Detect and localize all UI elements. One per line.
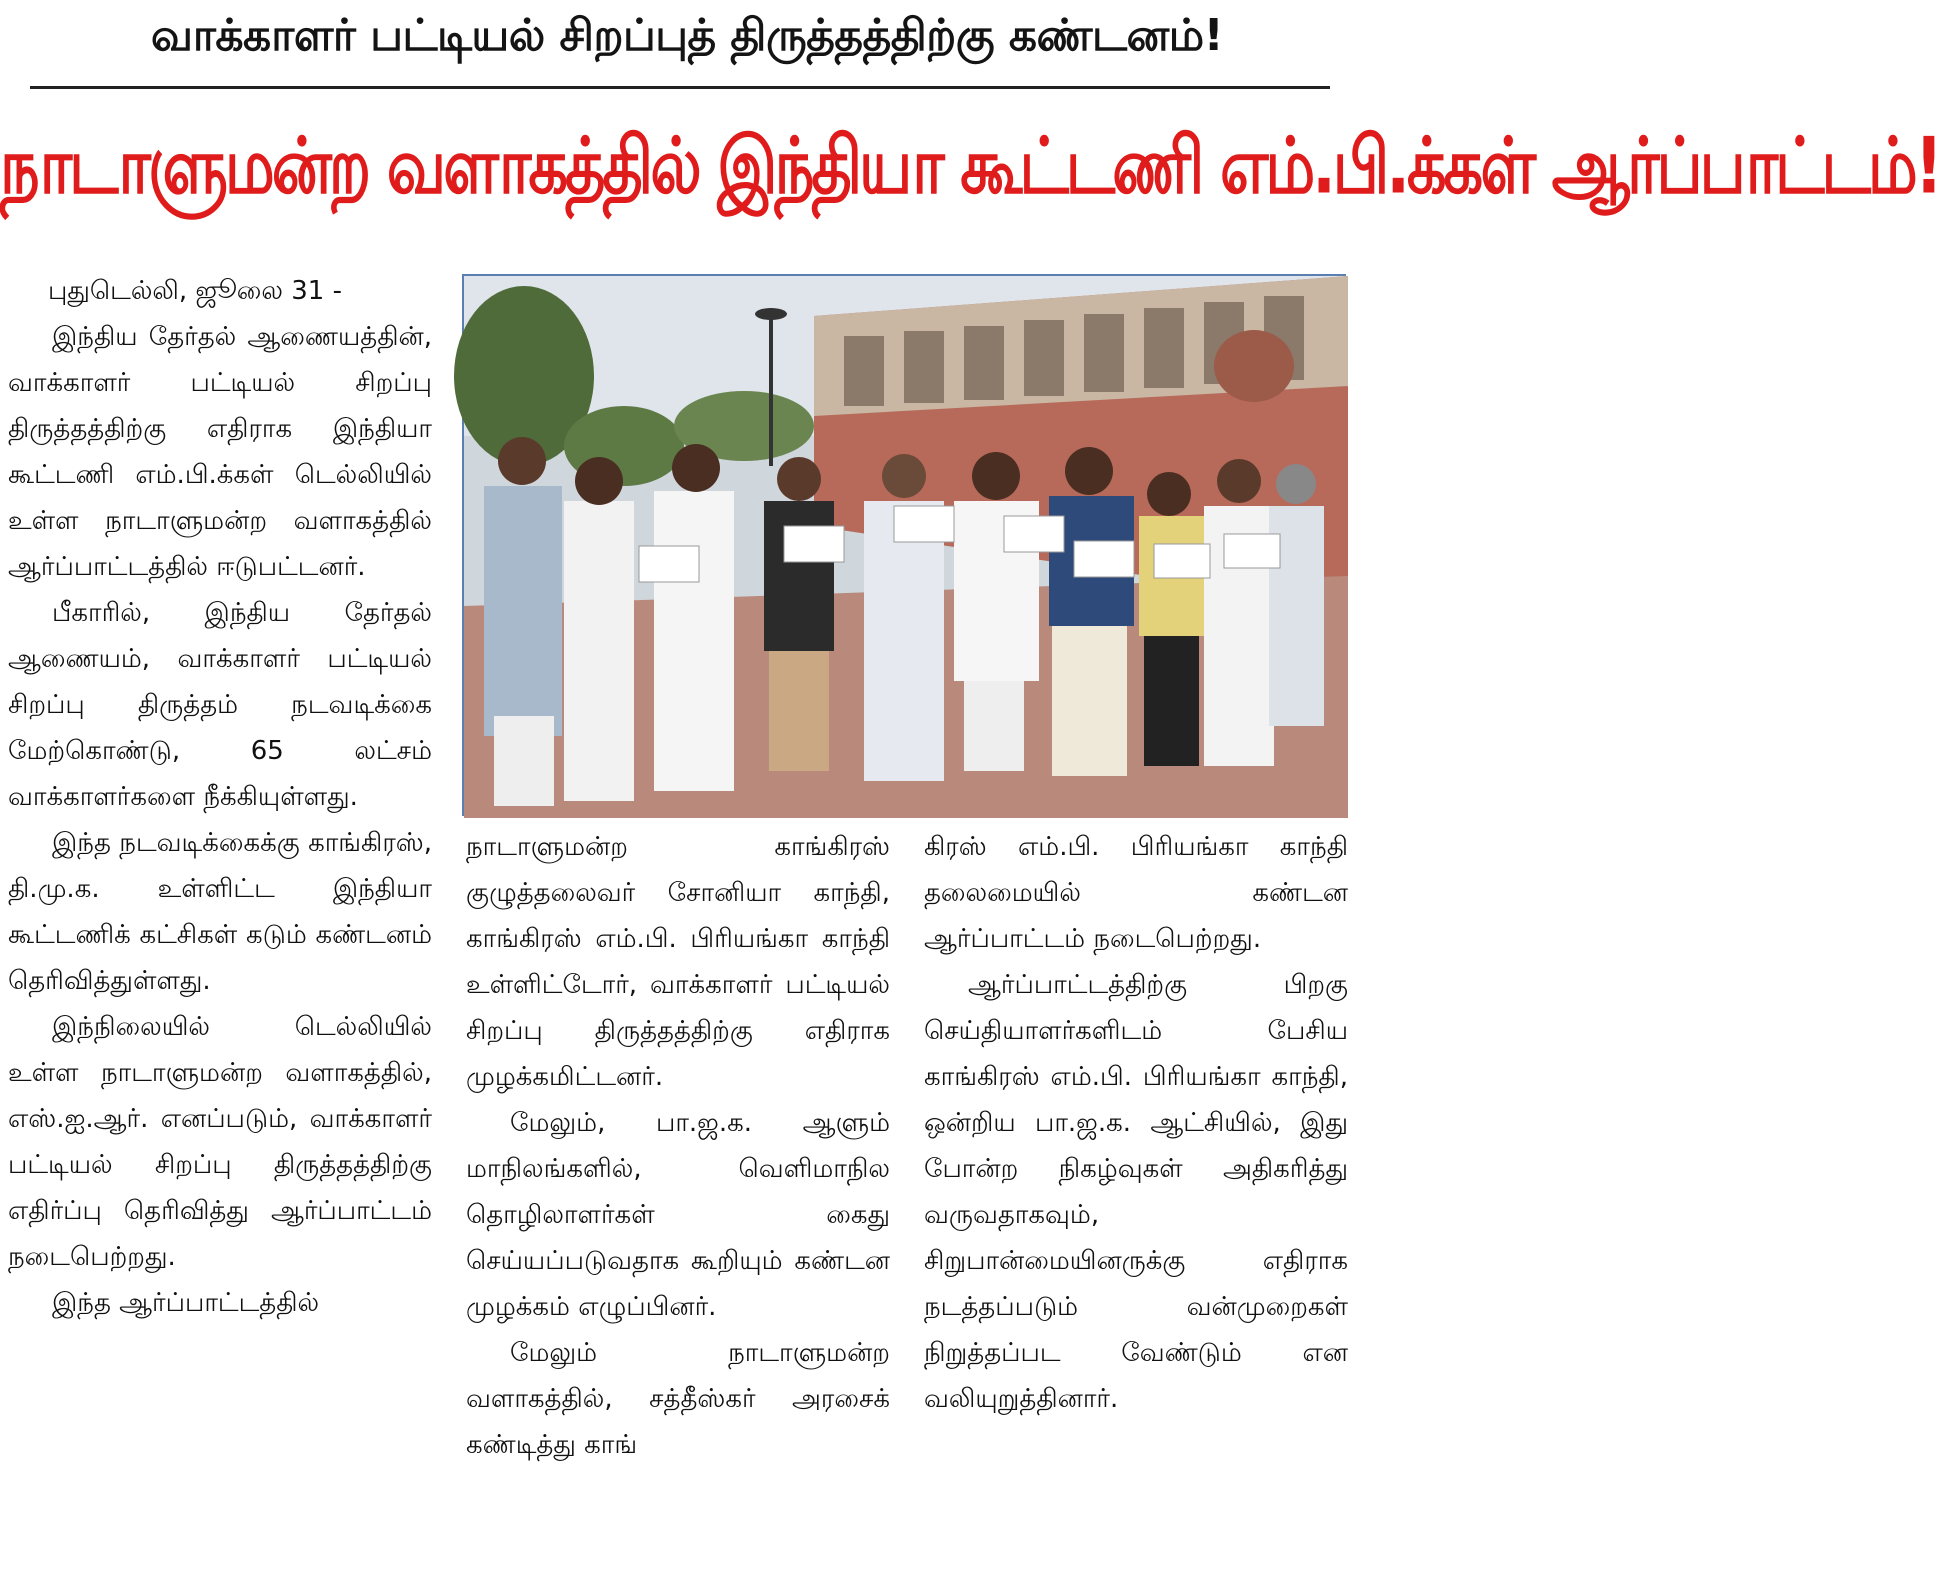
article-paragraph: இந்த ஆர்ப்பாட்டத்தில்: [52, 1288, 320, 1318]
article-paragraph: மேலும் நாடாளுமன்ற வளாகத்தில், சத்தீஸ்கர் அரசைக் கண்டித்து காங்: [466, 1338, 890, 1460]
dateline: புதுடெல்லி, ஜூலை 31 -: [48, 276, 342, 306]
article-paragraph: நாடாளுமன்ற காங்கிரஸ் குழுத்தலைவர் சோனியா காந்தி, காங்கிரஸ் எம்.பி. பிரியங்கா காந்தி உள்ளிட்டோர், வாக்காளர் பட்டியல் சிறப்பு திருத்தத்திற்கு எதிராக முழக்கமிட்டனர்.: [466, 832, 890, 1092]
article-paragraph: இந்நிலையில் டெல்லியில் உள்ள நாடாளுமன்ற வளாகத்தில், எஸ்.ஐ.ஆர். எனப்படும், வாக்காளர் பட்டியல் சிறப்பு திருத்தத்திற்கு எதிர்ப்பு தெரிவித்து ஆர்ப்பாட்டம் நடைபெற்றது.: [8, 1012, 432, 1272]
article-paragraph: இந்திய தேர்தல் ஆணையத்தின், வாக்காளர் பட்டியல் சிறப்பு திருத்தத்திற்கு எதிராக இந்தியா கூட்டணி எம்.பி.க்கள் டெல்லியில் உள்ள நாடாளுமன்ற வளாகத்தில் ஆர்ப்பாட்டத்தில் ஈடுபட்டனர்.: [8, 322, 432, 582]
article-paragraph: பீகாரில், இந்திய தேர்தல் ஆணையம், வாக்காளர் பட்டியல் சிறப்பு திருத்தம் நடவடிக்கை மேற்கொண்டு, 65 லட்சம் வாக்காளர்களை நீக்கியுள்ளது.: [8, 598, 432, 812]
headline-divider: [30, 86, 1330, 89]
article-column-2: [466, 824, 890, 1468]
protest-photo: [462, 274, 1346, 816]
main-headline: நாடாளுமன்ற வளாகத்தில் இந்தியா கூட்டணி எம்.பி.க்கள் ஆர்ப்பாட்டம்!: [0, 120, 1940, 212]
article-paragraph: ஆர்ப்பாட்டத்திற்கு பிறகு செய்தியாளர்களிடம் பேசிய காங்கிரஸ் எம்.பி. பிரியங்கா காந்தி, ஒன்றிய பா.ஜ.க. ஆட்சியில், இது போன்ற நிகழ்வுகள் அதிகரித்து வருவதாகவும், சிறுபான்மையினருக்கு எதிராக நடத்தப்படும் வன்முறைகள் நிறுத்தப்பட வேண்டும் என வலியுறுத்தினார்.: [924, 970, 1348, 1414]
article-paragraph: இந்த நடவடிக்கைக்கு காங்கிரஸ், தி.மு.க. உள்ளிட்ட இந்தியா கூட்டணிக் கட்சிகள் கடும் கண்டனம் தெரிவித்துள்ளது.: [8, 828, 432, 996]
article-paragraph: கிரஸ் எம்.பி. பிரியங்கா காந்தி தலைமையில் கண்டன ஆர்ப்பாட்டம் நடைபெற்றது.: [924, 832, 1348, 954]
article-column-3: [924, 824, 1348, 1422]
article-paragraph: மேலும், பா.ஜ.க. ஆளும் மாநிலங்களில், வெளிமாநில தொழிலாளர்கள் கைது செய்யப்படுவதாக கூறியும் கண்டன முழக்கம் எழுப்பினர்.: [466, 1108, 890, 1322]
kicker-headline: வாக்காளர் பட்டியல் சிறப்புத் திருத்தத்திற்கு கண்டனம்!: [150, 10, 1224, 61]
article-column-1: [8, 268, 432, 1326]
